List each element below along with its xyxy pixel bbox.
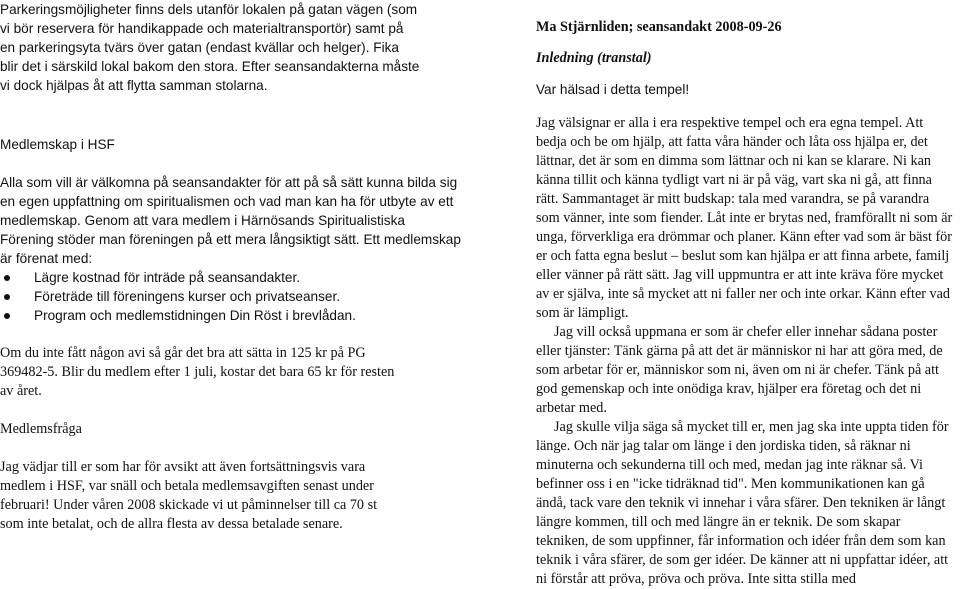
fee-text: Om du inte fått någon avi så går det bra att sätta in 125 kr på PG 369482-5. Blir du medlem efter 1 juli, kostar det bara 65 kr för resten av året. bbox=[0, 345, 395, 399]
bullet-icon bbox=[4, 313, 10, 319]
greeting: Var hälsad i detta tempel! bbox=[536, 82, 690, 97]
question-heading: Medlemsfråga bbox=[0, 421, 82, 437]
parking-info: Parkeringsmöjligheter finns dels utanför lokalen på gatan vägen (som vi bör reservera för handikappade och materialtransportör) samt på en parkeringsyta tvärs över gatan (endast kvällar och helger). Fika blir det i särskild lokal bakom den stora. Efter seansandakterna måste vi dock hjälpas åt att flytta samman stolarna. bbox=[0, 2, 420, 93]
benefits-list bbox=[0, 268, 470, 325]
list-item: Program och medlemstidningen Din Röst i brevlådan. bbox=[0, 306, 470, 325]
paragraph: Jag vill också uppmana er som är chefer eller innehar sådana poster eller tjänster: Tänk gärna på att det är människor ni har att göra med, de som arbetar för er, människor som ni, även om ni är chefer. Tänk på att god gemenskap och inte onödiga krav, hjälper era företag och det ni arbetar med. bbox=[536, 324, 943, 416]
list-item: Lägre kostnad för inträde på seansandakter. bbox=[0, 268, 470, 287]
question-text: Jag vädjar till er som har för avsikt att även fortsättningsvis vara medlem i HSF, var snäll och betala medlemsavgiften senast under februari! Under våren 2008 skickade vi ut påminnelser till ca 70 st som inte betalat, och de allra flesta av dessa betalade senare. bbox=[0, 459, 378, 532]
right-column bbox=[536, 18, 956, 589]
page-title: Ma Stjärnliden; seansandakt 2008-09-26 bbox=[536, 19, 782, 35]
bullet-icon bbox=[4, 294, 10, 300]
list-item: Företräde till föreningens kurser och privatseanser. bbox=[0, 287, 470, 306]
paragraph: Jag välsignar er alla i era respektive tempel och era egna tempel. Att bedja och be om hjälp, att fatta våra händer och låta oss hjälpa er, det lättnar, det är som en dimma som lättnar och ni kan se klarare. Ni kan känna tillit och känna tydligt vart ni är på väg, vart ska ni gå, att finna rätt. Sammantaget är mitt budskap: tala med varandra, se på varandra som vänner, inte som fiender. Låt inte er brytas ned, framförallt ni som är unga, förverkliga era drömmar och planer. Känn efter vad som är bäst för er och fatta egna beslut – beslut som kan hjälpa er att finna arbete, familj eller vänner på rätt sätt. Jag vill uppmuntra er att inte kräva före mycket av er själva, inte så mycket att ni faller ner och inte orkar. Känn efter vad som är lämpligt. bbox=[536, 115, 953, 321]
left-column bbox=[0, 0, 470, 534]
bullet-icon bbox=[4, 275, 10, 281]
paragraph: Jag skulle vilja säga så mycket till er, men jag ska inte uppta tiden för länge. Och när jag talar om länge i den jordiska tiden, så räknar ni minuterna och sekunderna till och med, medan jag inte räknar så. Vi befinner oss i en "icke tidräknad tid". Men kommunikationen kan gå ändå, tack vare den teknik vi innehar i våra sfärer. Den tekniken är långt längre kommen, till och med längre än er teknik. De som skapar tekniken, de som uppfinner, får information och idéer från dem som kan teknik i våra sfärer, de som ger idéer. De känner att ni uppfattar idéer, att ni förstår att pröva, pröva och pröva. Inte sitta stilla med bbox=[536, 419, 949, 587]
membership-heading: Medlemskap i HSF bbox=[0, 137, 115, 152]
membership-text: Alla som vill är välkomna på seansandakter för att på så sätt kunna bilda sig en egen uppfattning om spiritualismen och vad man kan ha för utbyte av ett medlemskap. Genom att vara medlem i Härnösands Spiritualistiska Förening stöder man föreningen på ett mera långsiktigt sätt. Ett medlemskap är förenat med: bbox=[0, 175, 461, 266]
section-subtitle: Inledning (transtal) bbox=[536, 50, 652, 66]
